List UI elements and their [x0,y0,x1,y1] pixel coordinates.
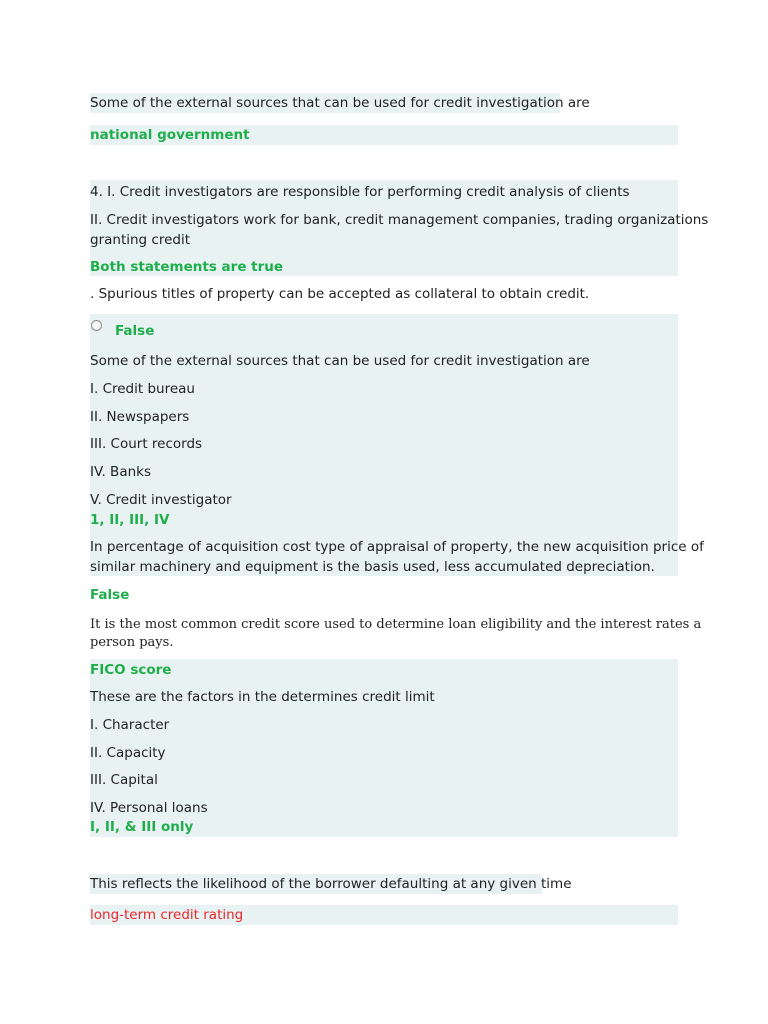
q3-answer-text: False [115,323,155,339]
q6-question-line-1: It is the most common credit score used to determine loan eligibility and the interest rates a [90,617,702,632]
q2-statement-2: II. Credit investigators work for bank, credit management companies, trading organizations [90,212,709,228]
q4-answer-text: 1, II, III, IV [90,512,170,528]
q8-answer-row [90,905,678,925]
q5-question-line-2: similar machinery and equipment is the basis used, less accumulated depreciation. [90,559,655,575]
q6-q7-block [90,659,678,837]
q7-answer-text: I, II, & III only [90,819,194,835]
q4-option-5: V. Credit investigator [90,492,232,508]
q2-statement-2-cont: granting credit [90,232,191,248]
q8-question-row [90,874,572,894]
q2-answer-text: Both statements are true [90,259,284,275]
q7-option-4: IV. Personal loans [90,800,208,816]
radio-button-icon[interactable] [91,320,102,331]
q4-option-1: I. Credit bureau [90,381,195,397]
q6-question-row [90,616,702,654]
q1-question-row [90,93,590,113]
q6-answer-text: FICO score [90,662,172,678]
q2-block [90,180,709,276]
q7-option-2: II. Capacity [90,745,166,761]
q3-question-row [90,284,590,304]
q5-answer-text: False [90,587,130,603]
q8-answer-text: long-term credit rating [90,907,244,923]
q7-option-1: I. Character [90,717,170,733]
q3-question-text: . Spurious titles of property can be accepted as collateral to obtain credit. [90,286,590,302]
q1-question-text: Some of the external sources that can be used for credit investigation are [90,95,590,111]
q5-question-line-1: In percentage of acquisition cost type of appraisal of property, the new acquisition price of [90,539,704,555]
q2-statement-1: 4. I. Credit investigators are responsible for performing credit analysis of clients [90,184,630,200]
q6-question-line-2: person pays. [90,635,174,650]
q4-option-2: II. Newspapers [90,409,190,425]
q4-question-text: Some of the external sources that can be used for credit investigation are [90,353,590,369]
q7-question-text: These are the factors in the determines credit limit [90,689,435,705]
q5-answer-row [90,585,290,605]
q8-question-text: This reflects the likelihood of the borrower defaulting at any given time [90,876,572,892]
q4-option-4: IV. Banks [90,464,152,480]
q7-option-3: III. Capital [90,772,158,788]
q3-q5-block [90,314,704,576]
q1-answer-row [90,125,678,145]
q4-option-3: III. Court records [90,436,203,452]
q1-answer-text: national government [90,127,250,143]
